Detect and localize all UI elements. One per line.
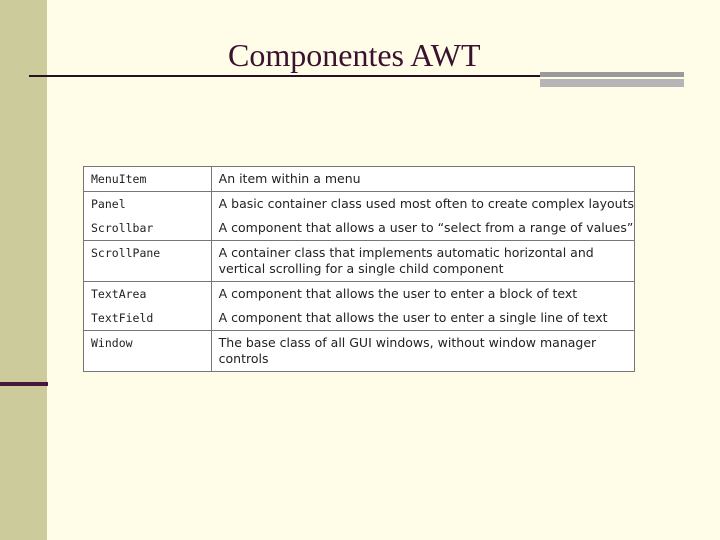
component-name-cell (84, 167, 212, 192)
component-description: A component that allows a user to “select from a range of values” (218, 220, 634, 235)
component-description: A component that allows the user to enter a block of text (218, 286, 578, 301)
table-row (84, 167, 635, 192)
table-row (84, 282, 635, 331)
left-accent-line (0, 382, 48, 386)
component-description-cell (211, 167, 634, 192)
component-name-cell (84, 331, 212, 372)
component-name: TextArea (91, 287, 147, 301)
table-row (84, 241, 635, 282)
component-description: A basic container class used most often to create complex layouts (218, 196, 634, 211)
left-decorative-bar (0, 0, 47, 540)
table-row (84, 192, 635, 241)
component-name: Window (91, 336, 133, 350)
title-underline-gray-bottom (540, 79, 684, 87)
component-name: Panel (91, 197, 126, 211)
component-description-cell (211, 241, 634, 282)
component-description: A container class that implements automatic horizontal and vertical scrolling for a single child component (218, 245, 594, 276)
title-underline-gray-top (540, 72, 684, 77)
title-underline (29, 75, 540, 77)
component-name: MenuItem (91, 172, 147, 186)
component-name: ScrollPane (91, 246, 161, 260)
component-name: TextField (91, 311, 154, 325)
component-description: A component that allows the user to enter a single line of text (218, 310, 608, 325)
component-name-cell (84, 241, 212, 282)
awt-components-table (83, 166, 635, 372)
component-description: The base class of all GUI windows, without window manager controls (218, 335, 597, 366)
component-description-cell (211, 192, 634, 241)
table-row (84, 331, 635, 372)
component-name: Scrollbar (91, 221, 154, 235)
component-name-cell (84, 282, 212, 331)
component-description-cell (211, 331, 634, 372)
component-description-cell (211, 282, 634, 331)
slide-title: Componentes AWT (228, 37, 481, 73)
component-name-cell (84, 192, 212, 241)
component-description: An item within a menu (218, 171, 361, 186)
